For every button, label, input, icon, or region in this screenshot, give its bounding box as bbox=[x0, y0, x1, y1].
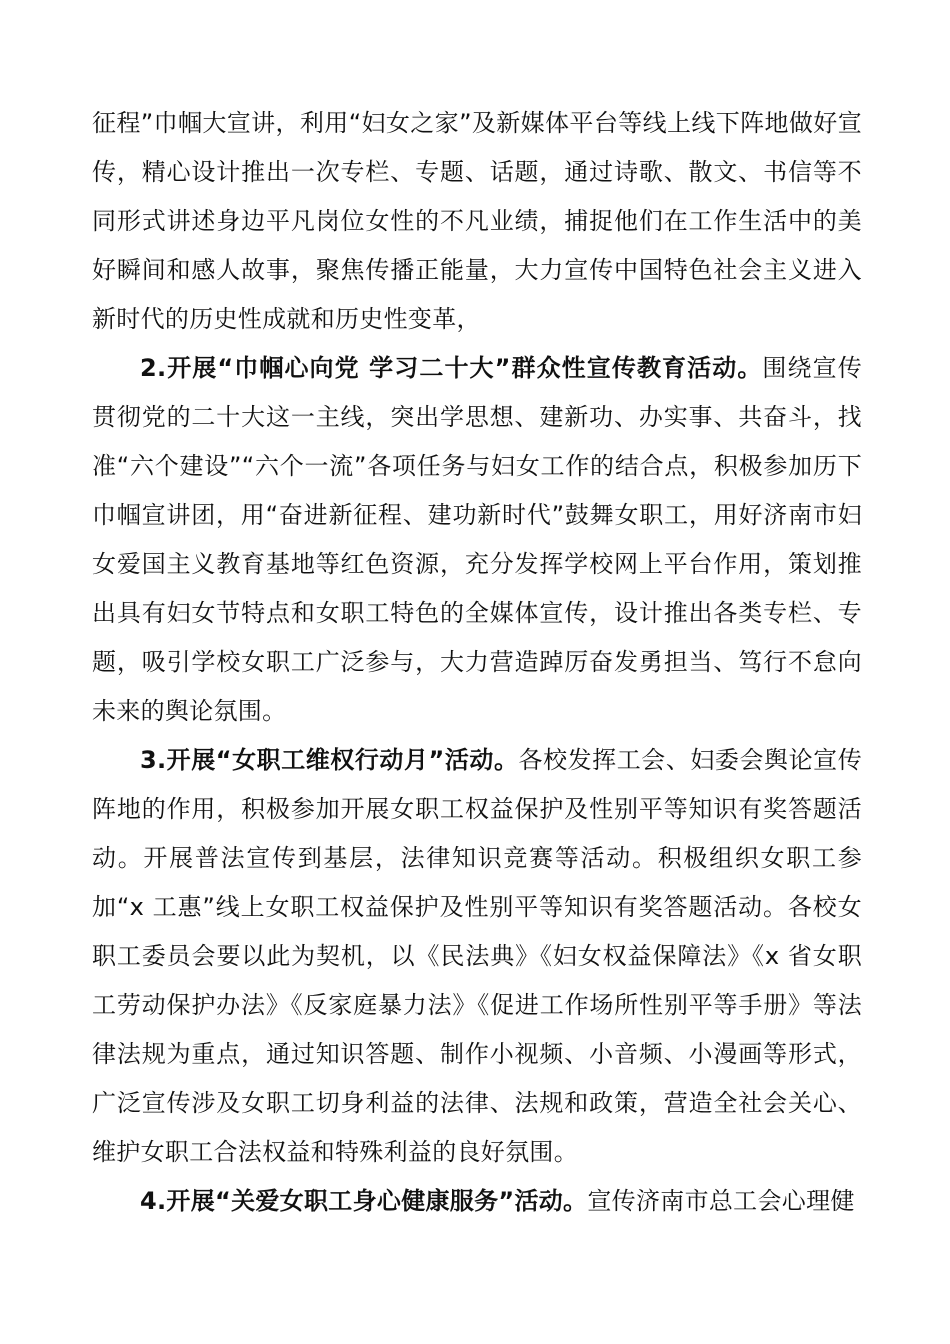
paragraph-heading: 4.开展“关爱女职工身心健康服务”活动。 bbox=[140, 1187, 588, 1215]
paragraph-text: 围绕宣传贯彻党的二十大这一主线，突出学思想、建新功、办实事、共奋斗，找准“六个建设”“六个一流”各项任务与妇女工作的结合点，积极参加历下巾帼宣讲团，用“奋进新征程、建功新时代”鼓舞女职工，用好济南市妇女爱国主义教育基地等红色资源，充分发挥学校网上平台作用，策划推出具有妇女节特点和女职工特色的全媒体宣传，设计推出各类专栏、专题，吸引学校女职工广泛参与，大力营造踔厉奋发勇担当、笃行不怠向未来的舆论氛围。 bbox=[92, 354, 862, 725]
paragraph-item-4 bbox=[92, 1177, 862, 1226]
document-body bbox=[92, 99, 862, 1226]
paragraph-item-3 bbox=[92, 736, 862, 1177]
paragraph-text: 宣传济南市总工会心理健 bbox=[587, 1187, 855, 1215]
paragraph-text: 各校发挥工会、妇委会舆论宣传阵地的作用，积极参加开展女职工权益保护及性别平等知识有奖答题活动。开展普法宣传到基层，法律知识竞赛等活动。积极组织女职工参加“x 工惠”线上女职工权益保护及性别平等知识有奖答题活动。各校女职工委员会要以此为契机，以《民法典》《妇女权益保障法》《x 省女职工劳动保护办法》《反家庭暴力法》《促进工作场所性别平等手册》等法律法规为重点，通过知识答题、制作小视频、小音频、小漫画等形式，广泛宣传涉及女职工切身利益的法律、法规和政策，营造全社会关心、维护女职工合法权益和特殊利益的良好氛围。 bbox=[92, 746, 862, 1166]
paragraph-heading: 2.开展“巾帼心向党 学习二十大”群众性宣传教育活动。 bbox=[140, 354, 763, 382]
paragraph-text: 征程”巾帼大宣讲，利用“妇女之家”及新媒体平台等线上线下阵地做好宣传，精心设计推出一次专栏、专题、话题，通过诗歌、散文、书信等不同形式讲述身边平凡岗位女性的不凡业绩，捕捉他们在工作生活中的美好瞬间和感人故事，聚焦传播正能量，大力宣传中国特色社会主义进入新时代的历史性成就和历史性变革， bbox=[92, 109, 862, 333]
paragraph-item-2 bbox=[92, 344, 862, 736]
paragraph-heading: 3.开展“女职工维权行动月”活动。 bbox=[140, 746, 519, 774]
paragraph-continued bbox=[92, 99, 862, 344]
